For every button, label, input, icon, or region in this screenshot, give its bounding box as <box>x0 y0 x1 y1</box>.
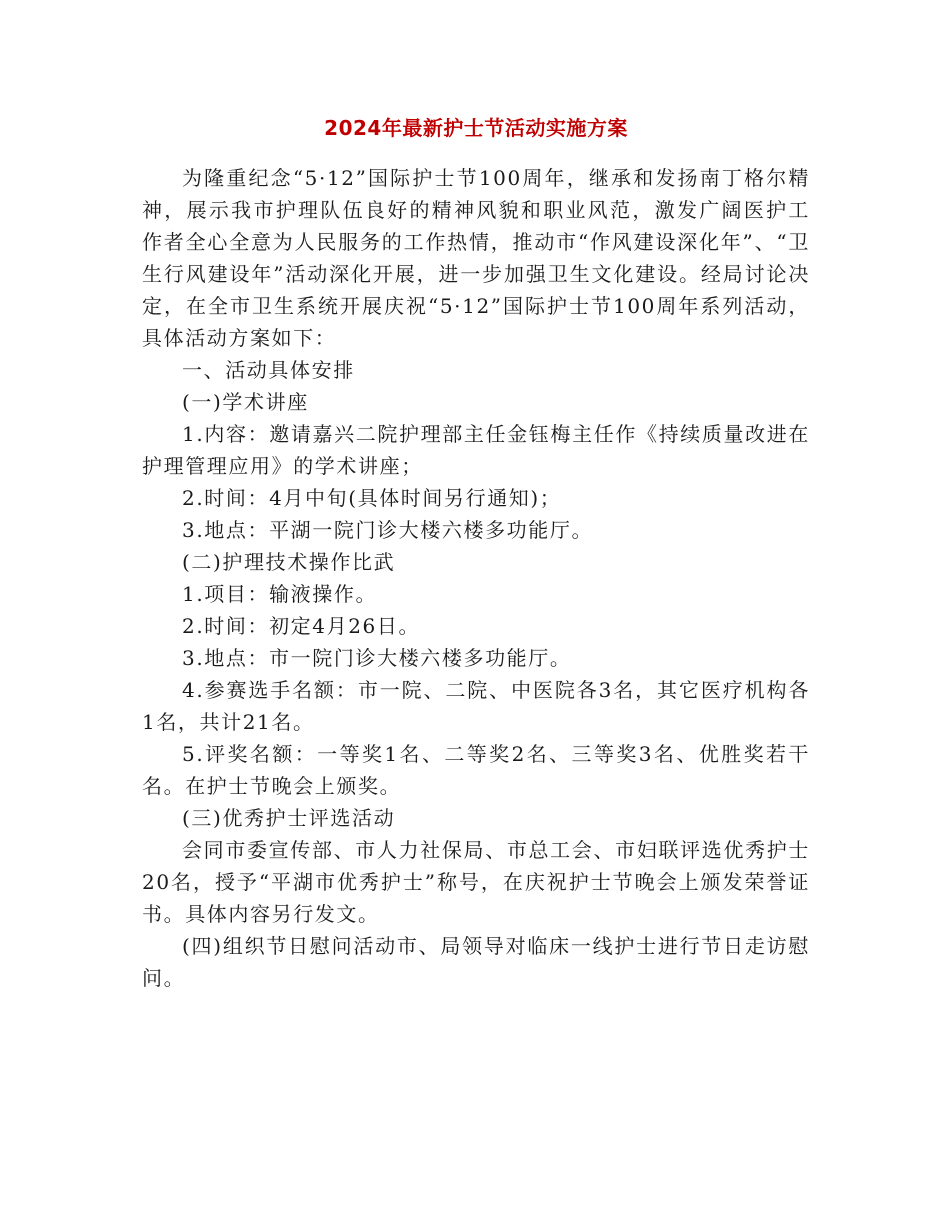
heading-academic-lecture: (一)学术讲座 <box>182 390 309 414</box>
paragraph-competition-item: 1.项目：输液操作。 <box>182 582 378 606</box>
heading-activity-arrangement: 一、活动具体安排 <box>182 358 355 382</box>
paragraph-intro: 为隆重纪念“5·12”国际护士节100周年，继承和发扬南丁格尔精神，展示我市护理队伍良好的精神风貌和职业风范，激发广阔医护工作者全心全意为人民服务的工作热情，推动市“作风建设深化年”、“卫生行风建设年”活动深化开展，进一步加强卫生文化建设。经局讨论决定，在全市卫生系统开展庆祝“5·12”国际护士节100周年系列活动，具体活动方案如下： <box>142 166 810 350</box>
paragraph-lecture-time: 2.时间：4月中旬(具体时间另行通知)； <box>182 486 562 510</box>
paragraph-lecture-content: 1.内容：邀请嘉兴二院护理部主任金钰梅主任作《持续质量改进在护理管理应用》的学术讲座； <box>142 422 810 478</box>
heading-skills-competition: (二)护理技术操作比武 <box>182 550 396 574</box>
paragraph-competition-location: 3.地点：市一院门诊大楼六楼多功能厅。 <box>182 646 572 670</box>
paragraph-lecture-location: 3.地点：平湖一院门诊大楼六楼多功能厅。 <box>182 518 594 542</box>
paragraph-competition-quota: 4.参赛选手名额：市一院、二院、中医院各3名，其它医疗机构各1名，共计21名。 <box>142 678 810 734</box>
paragraph-competition-awards: 5.评奖名额：一等奖1名、二等奖2名、三等奖3名、优胜奖若干名。在护士节晚会上颁奖。 <box>142 742 810 798</box>
heading-outstanding-nurse: (三)优秀护士评选活动 <box>182 806 396 830</box>
document-body <box>142 108 810 994</box>
paragraph-holiday-visit: (四)组织节日慰问活动市、局领导对临床一线护士进行节日走访慰问。 <box>142 934 810 990</box>
paragraph-outstanding-nurse: 会同市委宣传部、市人力社保局、市总工会、市妇联评选优秀护士20名，授予“平湖市优秀护士”称号，在庆祝护士节晚会上颁发荣誉证书。具体内容另行发文。 <box>142 838 810 926</box>
paragraph-competition-time: 2.时间：初定4月26日。 <box>182 614 421 638</box>
document-title: 2024年最新护士节活动实施方案 <box>324 116 628 140</box>
